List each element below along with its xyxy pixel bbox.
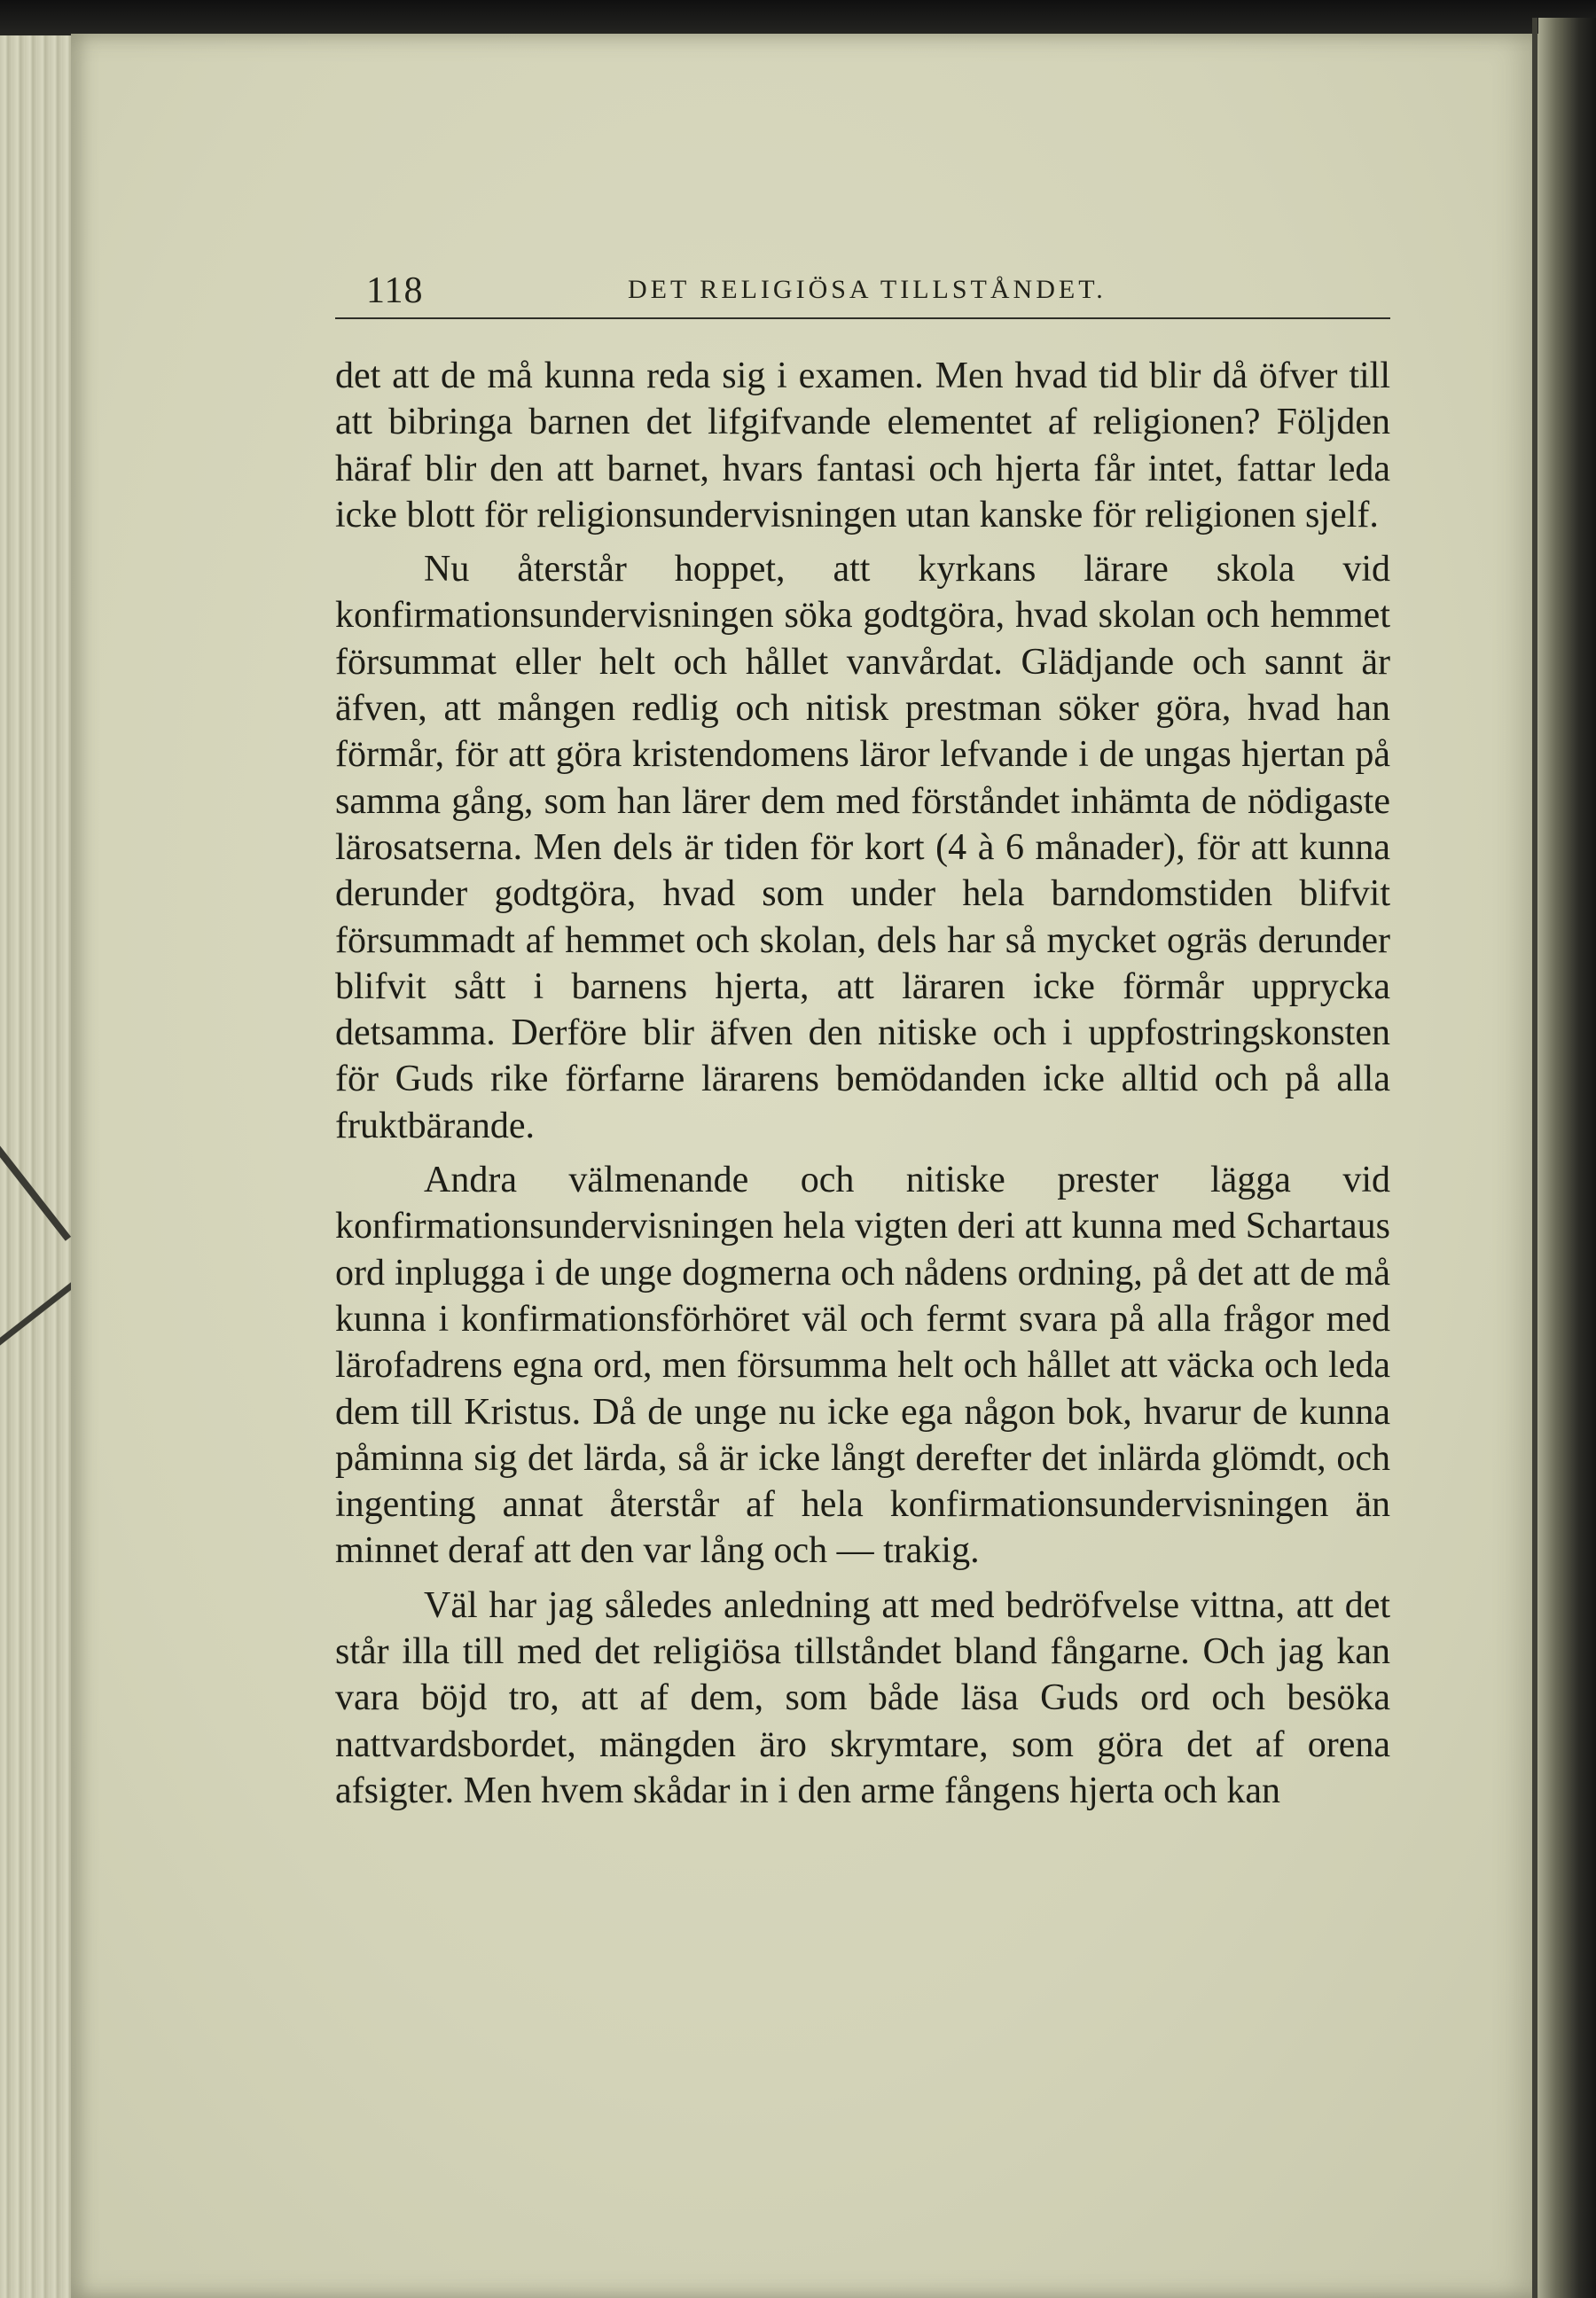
page-number: 118 bbox=[366, 270, 424, 311]
running-head bbox=[335, 266, 1390, 319]
binding-edge bbox=[1532, 18, 1537, 2298]
body-text bbox=[335, 353, 1390, 1814]
header-rule bbox=[335, 317, 1390, 319]
paragraph-1: det att de må kunna reda sig i examen. Men hvad tid blir då öfver till att bibringa barnen det lifgifvande elementet af religionen? Följden häraf blir den att barnet, hvars fantasi och hjerta får intet, fattar leda icke blott för religionsundervisningen utan kanske för religionen sjelf. bbox=[335, 356, 1390, 535]
running-title: DET RELIGIÖSA TILLSTÅNDET. bbox=[628, 275, 1107, 304]
paragraph-4: Väl har jag således anledning att med bedröfvelse vittna, att det står illa till med det religiösa tillståndet bland fångarne. Och jag kan vara böjd tro, att af dem, som både läsa Guds ord och besöka nattvardsbordet, mängden äro skrymtare, som göra det af orena afsigter. Men hvem skådar in i den arme fångens hjerta och kan bbox=[335, 1584, 1390, 1811]
paragraph-3: Andra välmenande och nitiske prester lägga vid konfirmationsundervisningen hela vigten deri att kunna med Schartaus ord inplugga i de unge dogmerna och nådens ordning, på det att de må kunna i konfirmationsförhöret väl och fermt svara på alla frågor med lärofadrens egna ord, men försumma helt och hållet att väcka och leda dem till Kristus. Då de unge nu icke ega någon bok, hvarur de kunna påminna sig det lärda, så är icke långt derefter det inlärda glömdt, och ingenting annat återstår af hela konfirmationsundervisningen än minnet deraf att den var lång och — trakig. bbox=[335, 1160, 1390, 1572]
book-gutter bbox=[1538, 18, 1596, 2298]
paragraph-2: Nu återstår hoppet, att kyrkans lärare skola vid konfirmationsundervisningen söka godtgöra, hvad skolan och hemmet försummat eller helt och hållet vanvårdat. Glädjande och sannt är äfven, att mången redlig och nitisk prestman söker göra, hvad han förmår, för att göra kristendomens läror lefvande i de ungas hjertan på samma gång, som han lärer dem med förståndet inhämta de nödigaste lärosatserna. Men dels är tiden för kort (4 à 6 månader), för att kunna derunder godtgöra, hvad som under hela barndomstiden blifvit försummadt af hemmet och skolan, dels har så mycket ogräs derunder blifvit sått i barnens hjerta, att läraren icke förmår upprycka detsamma. Derföre blir äfven den nitiske och i uppfostringskonsten för Guds rike förfarne lärarens bemödanden icke alltid och på alla fruktbärande. bbox=[335, 549, 1390, 1146]
